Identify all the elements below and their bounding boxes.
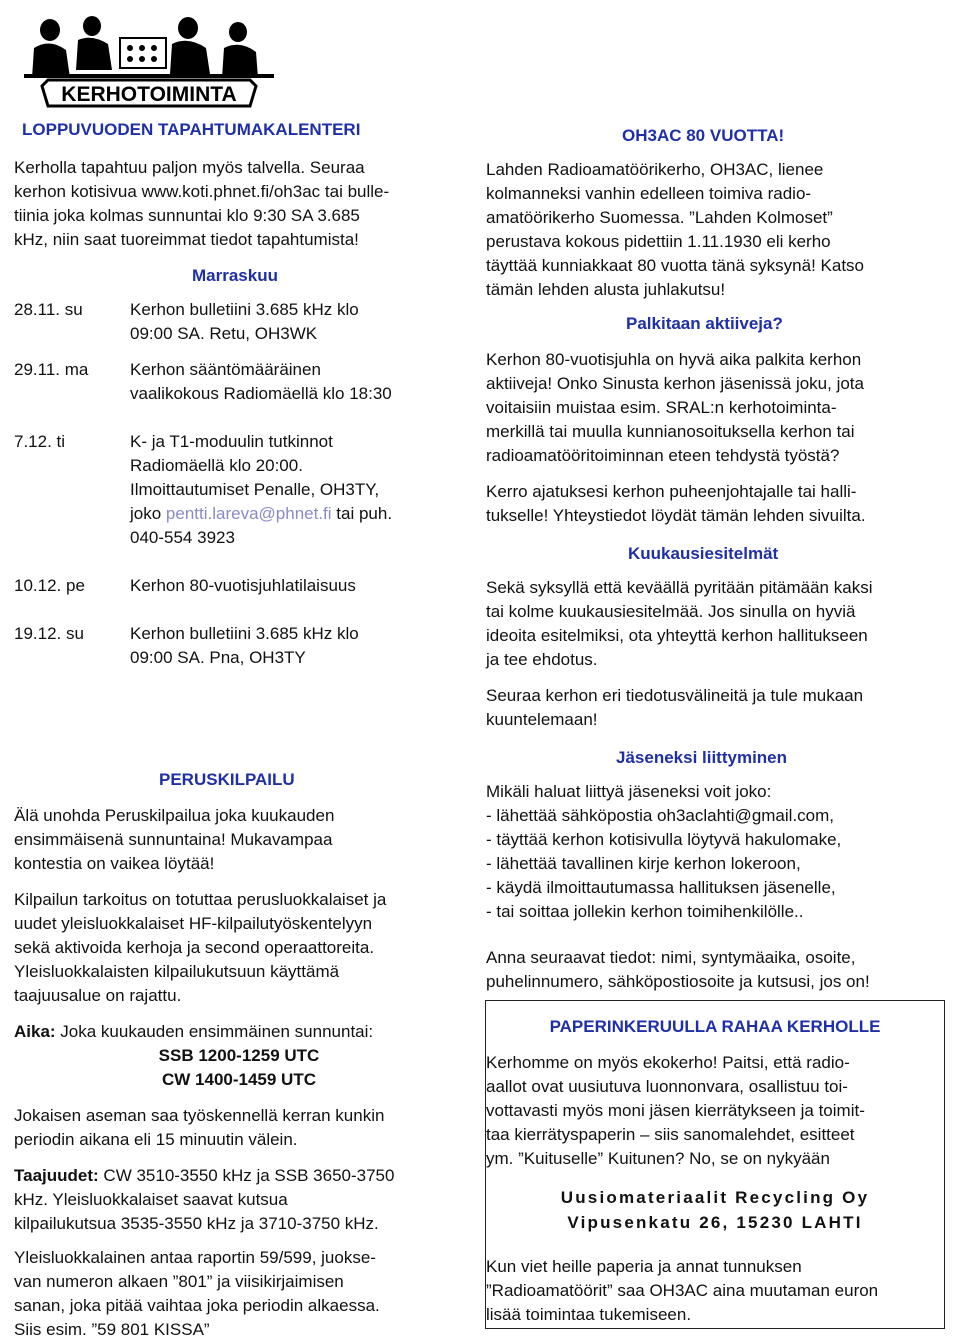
event-text: Kerhon bulletiini 3.685 kHz klo <box>130 624 359 643</box>
recycling-company <box>486 1185 944 1235</box>
text-line: ideoita esitelmiksi, ota yhteyttä kerhon hallitukseen <box>486 626 868 645</box>
anniversary-paragraph <box>486 158 946 302</box>
email-link[interactable]: pentti.lareva@phnet.fi <box>165 504 332 523</box>
company-name: Uusiomateriaalit Recycling Oy <box>560 1188 870 1207</box>
awards-paragraph <box>486 348 946 468</box>
event-date: 7.12. ti <box>14 432 66 451</box>
event-date: 10.12. pe <box>14 576 85 595</box>
event-text: Kerhon bulletiini 3.685 kHz klo <box>130 300 359 319</box>
membership-heading: Jäseneksi liittyminen <box>616 748 788 767</box>
cw-time: CW 1400-1459 UTC <box>161 1070 316 1089</box>
contest-paragraph <box>14 804 464 876</box>
text-line: - käydä ilmoittautumassa hallituksen jäsenelle, <box>486 878 836 897</box>
text-line: Sekä syksyllä että keväällä pyritään pitämään kaksi <box>486 578 873 597</box>
calendar-title: LOPPUVUODEN TAPAHTUMAKALENTERI <box>22 120 361 139</box>
text-line: Älä unohda Peruskilpailua joka kuukauden <box>14 806 335 825</box>
text-line: Kun viet heille paperia ja annat tunnuksen <box>486 1257 802 1276</box>
text-line: Mikäli haluat liittyä jäseneksi voit joko: <box>486 782 772 801</box>
contest-paragraph <box>14 1104 464 1152</box>
event-text: Radiomäellä klo 20:00. <box>130 456 303 475</box>
anniversary-title: OH3AC 80 VUOTTA! <box>622 126 785 145</box>
text-line: kilpailukutsua 3535-3550 kHz ja 3710-3750 kHz. <box>14 1214 379 1233</box>
aika-label: Aika: <box>14 1022 56 1041</box>
text-line: sekä aktivoida kerhoja ja second operaattoreita. <box>14 938 375 957</box>
text-line: kHz. Yleisluokkalaiset saavat kutsua <box>14 1190 288 1209</box>
membership-paragraph <box>486 780 946 924</box>
text-line: periodin aikana eli 15 minuutin välein. <box>14 1130 298 1149</box>
recycling-title: PAPERINKERUULLA RAHAA KERHOLLE <box>549 1017 881 1036</box>
text-line: tai kolme kuukausiesitelmää. Jos sinulla on hyviä <box>486 602 856 621</box>
membership-paragraph <box>486 946 946 994</box>
text-line: - lähettää tavallinen kirje kerhon lokeroon, <box>486 854 801 873</box>
text-line: - täyttää kerhon kotisivulla löytyvä hakulomake, <box>486 830 842 849</box>
logo-illustration <box>20 8 278 108</box>
text-line: Lahden Radioamatöörikerho, OH3AC, lienee <box>486 160 824 179</box>
contest-frequencies <box>14 1164 464 1236</box>
event-text: vaalikokous Radiomäellä klo 18:30 <box>130 384 392 403</box>
text-line: Yleisluokkalainen antaa raportin 59/599, juokse- <box>14 1248 376 1267</box>
text-line: sanan, joka pitää vaihtaa joka periodin alkaessa. <box>14 1296 380 1315</box>
event-date: 28.11. su <box>14 300 83 319</box>
text-line: Kilpailun tarkoitus on totuttaa perusluokkalaiset ja <box>14 890 387 909</box>
company-address: Vipusenkatu 26, 15230 LAHTI <box>567 1213 863 1232</box>
text-line: merkillä tai muulla kunnianosoituksella kerhon tai <box>486 422 855 441</box>
contest-time <box>14 1020 464 1092</box>
text-line: Kerro ajatuksesi kerhon puheenjohtajalle tai halli- <box>486 482 857 501</box>
taajuudet-text: CW 3510-3550 kHz ja SSB 3650-3750 <box>98 1166 395 1185</box>
text-line: Yleisluokkalaisten kilpailukutsuun käyttämä <box>14 962 340 981</box>
text-line: tämän lehden alusta juhlakutsu! <box>486 280 726 299</box>
contest-paragraph <box>14 1246 464 1342</box>
text-line: Kerhon 80-vuotisjuhla on hyvä aika palkita kerhon <box>486 350 862 369</box>
awards-heading: Palkitaan aktiiveja? <box>626 314 783 333</box>
intro-line: kHz, niin saat tuoreimmat tiedot tapahtumista! <box>14 230 359 249</box>
text-line: radioamatööritoiminnan eteen tehdystä työstä? <box>486 446 840 465</box>
text-line: amatöörikerho Suomessa. ”Lahden Kolmoset” <box>486 208 833 227</box>
text-line: kolmanneksi vanhin edelleen toimiva radio- <box>486 184 812 203</box>
text-line: täyttää kunniakkaat 80 vuotta tänä syksynä! Katso <box>486 256 865 275</box>
text-line: aallot ovat uusiutuva luonnonvara, osallistuu toi- <box>486 1077 848 1096</box>
event-date: 19.12. su <box>14 624 84 643</box>
text-line: - tai soittaa jollekin kerhon toimihenkilölle.. <box>486 902 804 921</box>
text-line: Seuraa kerhon eri tiedotusvälineitä ja tule mukaan <box>486 686 864 705</box>
event-date: 29.11. ma <box>14 360 89 379</box>
text-line: ”Radioamatöörit” saa OH3AC aina muutaman euron <box>486 1281 879 1300</box>
intro-line: tiinia joka kolmas sunnuntai klo 9:30 SA 3.685 <box>14 206 360 225</box>
contest-paragraph <box>14 888 464 1008</box>
text-line: lisää toimintaa tukemiseen. <box>486 1305 692 1324</box>
calendar-intro <box>14 156 464 252</box>
text-line: tukselle! Yhteystiedot löydät tämän lehden sivuilta. <box>486 506 866 525</box>
event-text: 09:00 SA. Pna, OH3TY <box>130 648 306 667</box>
intro-line: Kerholla tapahtuu paljon myös talvella. Seuraa <box>14 158 365 177</box>
contest-title: PERUSKILPAILU <box>159 770 295 789</box>
event-text: Kerhon sääntömääräinen <box>130 360 321 379</box>
ssb-time: SSB 1200-1259 UTC <box>158 1046 320 1065</box>
text-line: voitaisiin muistaa esim. SRAL:n kerhotoiminta- <box>486 398 837 417</box>
event-text: K- ja T1-moduulin tutkinnot <box>130 432 333 451</box>
text-line: - lähettää sähköpostia oh3aclahti@gmail.com, <box>486 806 835 825</box>
text-line: taa kierrätyspaperin – siis sanomalehdet, esitteet <box>486 1125 855 1144</box>
text-line: Jokaisen aseman saa työskennellä kerran kunkin <box>14 1106 385 1125</box>
text-line: kontestia on vaikea löytää! <box>14 854 215 873</box>
awards-paragraph <box>486 480 946 528</box>
recycling-paragraph <box>486 1255 942 1327</box>
text-line: perustava kokous pidettiin 1.11.1930 eli kerho <box>486 232 831 251</box>
text-line: van numeron alkaen ”801” ja viisikirjaimisen <box>14 1272 344 1291</box>
paper-recycling-box <box>485 1000 945 1329</box>
text-line: Kerhomme on myös ekokerho! Paitsi, että radio- <box>486 1053 850 1072</box>
text-line: ensimmäisenä sunnuntaina! Mukavampaa <box>14 830 333 849</box>
text-line: ja tee ehdotus. <box>486 650 598 669</box>
text-line: puhelinnumero, sähköpostiosoite ja kutsusi, jos on! <box>486 972 870 991</box>
event-list <box>14 298 464 668</box>
event-text: 09:00 SA. Retu, OH3WK <box>130 324 318 343</box>
event-text: Ilmoittautumiset Penalle, OH3TY, <box>130 480 380 499</box>
kerhotoiminta-logo <box>20 8 278 108</box>
intro-line: kerhon kotisivua www.koti.phnet.fi/oh3ac tai bulle- <box>14 182 390 201</box>
event-text: Kerhon 80-vuotisjuhlatilaisuus <box>130 576 356 595</box>
lectures-paragraph <box>486 576 946 672</box>
recycling-paragraph <box>486 1051 942 1171</box>
logo-text: KERHOTOIMINTA <box>61 83 237 106</box>
lectures-heading: Kuukausiesitelmät <box>628 544 779 563</box>
taajuudet-label: Taajuudet: <box>14 1166 99 1185</box>
text-line: Siis esim. ”59 801 KISSA” <box>14 1320 210 1339</box>
text-line: aktiiveja! Onko Sinusta kerhon jäsenissä joku, jota <box>486 374 864 393</box>
text-line: taajuusalue on rajattu. <box>14 986 182 1005</box>
text-line: kuuntelemaan! <box>486 710 598 729</box>
aika-text: Joka kuukauden ensimmäinen sunnuntai: <box>55 1022 374 1041</box>
event-text: 040-554 3923 <box>130 528 235 547</box>
text-line: vottavasti myös moni jäsen kierrätykseen ja toimit- <box>486 1101 865 1120</box>
text-line: uudet yleisluokkalaiset HF-kilpailutyöskentelyyn <box>14 914 373 933</box>
text-line: Anna seuraavat tiedot: nimi, syntymäaika, osoite, <box>486 948 856 967</box>
lectures-paragraph <box>486 684 946 732</box>
event-text: joko pentti.lareva@phnet.fi tai puh. <box>130 504 393 523</box>
month-heading: Marraskuu <box>192 266 278 285</box>
text-line: ym. ”Kuituselle” Kuitunen? No, se on nykyään <box>486 1149 830 1168</box>
